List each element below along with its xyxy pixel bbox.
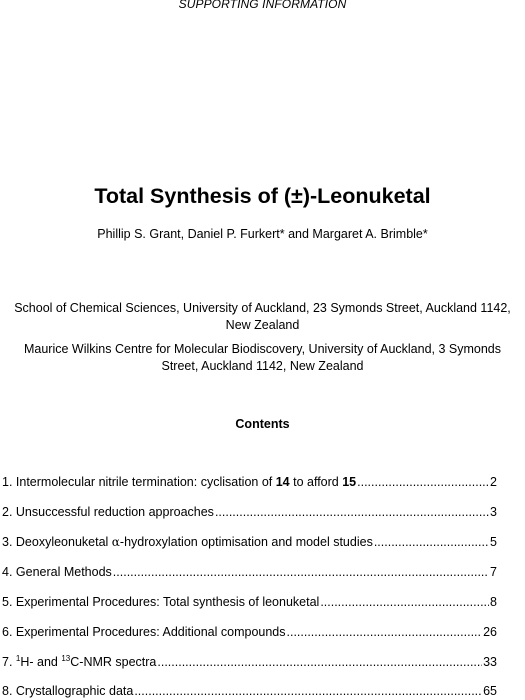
- toc-entry-6[interactable]: [2, 624, 497, 640]
- toc-entry-title: 8. Crystallographic data: [2, 684, 134, 698]
- toc-entry-text: 7.: [2, 655, 16, 669]
- greek-alpha: α: [111, 535, 120, 549]
- toc-entry-text: to afford: [289, 475, 343, 489]
- toc-page-number: 26: [483, 625, 497, 639]
- dot-leader: [215, 504, 489, 520]
- toc-entry-4[interactable]: [2, 564, 497, 580]
- toc-page-number: 5: [490, 535, 497, 549]
- compound-number: 14: [275, 475, 290, 489]
- toc-entry-2[interactable]: [2, 504, 497, 520]
- toc-entry-8[interactable]: [2, 683, 497, 699]
- dot-leader: [374, 534, 489, 550]
- affiliation-2: [0, 341, 525, 375]
- toc-entry-text: 3. Deoxyleonuketal: [2, 535, 112, 549]
- toc-entry-title: 4. General Methods: [2, 565, 112, 579]
- toc-page-number: 3: [490, 505, 497, 519]
- dot-leader: [157, 654, 482, 670]
- toc-entry-title: 6. Experimental Procedures: Additional compounds: [2, 625, 286, 639]
- dot-leader: [287, 624, 483, 640]
- toc-entry-title: [2, 534, 373, 550]
- compound-number: 15: [342, 475, 357, 489]
- superscript: 13: [61, 654, 71, 663]
- author-list: Phillip S. Grant, Daniel P. Furkert* and Margaret A. Brimble*: [97, 227, 428, 241]
- toc-entry-text: C-NMR spectra: [70, 655, 157, 669]
- toc-entry-title: [2, 474, 356, 490]
- toc-entry-title: 5. Experimental Procedures: Total synthesis of leonuketal: [2, 595, 320, 609]
- affiliation-2-line-2: Street, Auckland 1142, New Zealand: [161, 359, 364, 373]
- superscript: 1: [15, 654, 21, 663]
- running-header: SUPPORTING INFORMATION: [178, 0, 347, 11]
- toc-entry-3[interactable]: [2, 534, 497, 550]
- toc-page-number: 8: [490, 595, 497, 609]
- toc-page-number: 65: [483, 684, 497, 698]
- toc-page-number: 2: [490, 475, 497, 489]
- paper-title: Total Synthesis of (±)-Leonuketal: [94, 184, 431, 208]
- toc-page-number: 33: [483, 655, 497, 669]
- dot-leader: [320, 594, 489, 610]
- toc-entry-text: H- and: [20, 655, 62, 669]
- dot-leader: [134, 683, 482, 699]
- toc-page-number: 7: [490, 565, 497, 579]
- affiliation-1-line-1: School of Chemical Sciences, University of Auckland, 23 Symonds Street, Auckland 1142,: [14, 301, 511, 315]
- toc-entry-text: 1. Intermolecular nitrile termination: cyclisation of: [2, 475, 276, 489]
- affiliation-2-line-1: Maurice Wilkins Centre for Molecular Biodiscovery, University of Auckland, 3 Symonds: [23, 342, 502, 356]
- dot-leader: [113, 564, 489, 580]
- toc-entry-5[interactable]: [2, 594, 497, 610]
- affiliation-1: [0, 300, 525, 334]
- dot-leader: [357, 474, 489, 490]
- toc-entry-text: -hydroxylation optimisation and model studies: [119, 535, 373, 549]
- toc-entry-7[interactable]: [2, 654, 497, 670]
- toc-entry-title: 2. Unsuccessful reduction approaches: [2, 505, 214, 519]
- contents-heading: Contents: [235, 417, 290, 431]
- toc-entry-1[interactable]: [2, 474, 497, 490]
- toc-entry-title: [2, 654, 156, 670]
- affiliation-1-line-2: New Zealand: [225, 318, 300, 332]
